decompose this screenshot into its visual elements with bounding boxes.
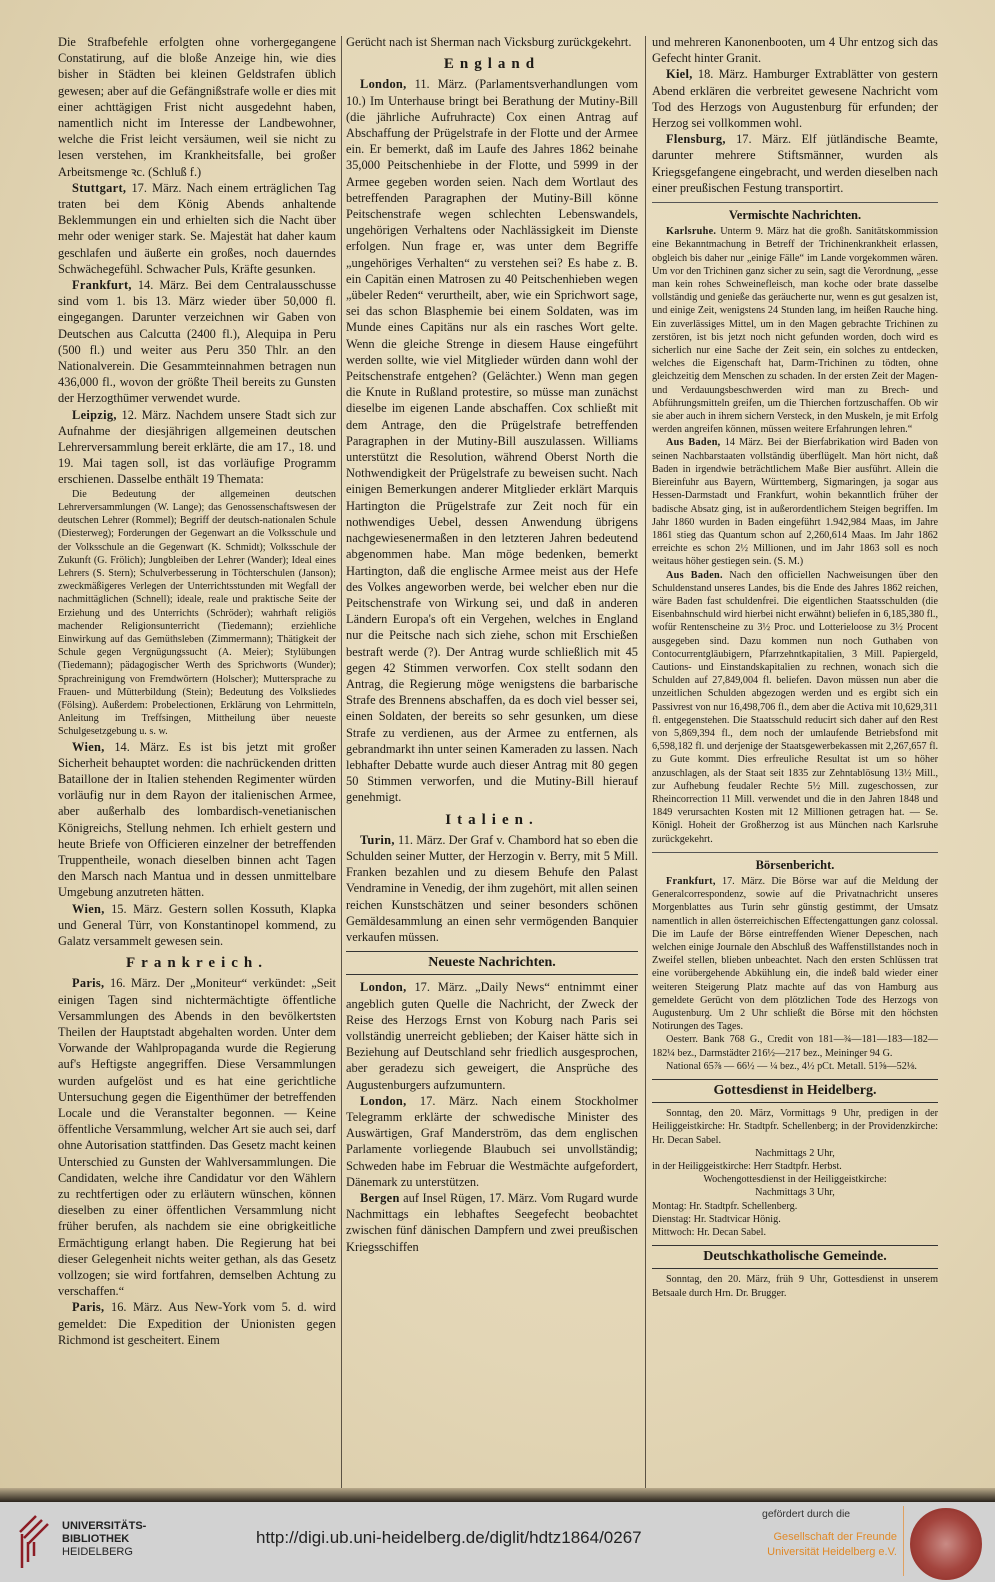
article-paragraph — [652, 1213, 938, 1226]
article-paragraph — [652, 1060, 938, 1073]
paragraph-text: 17. März. „Daily News“ entnimmt einer angeblich guten Quelle die Nachricht, der Zweck der Reise des Herzogs Ernst von Koburg nach Paris sei vollständig unerreicht geblieben; der Kaiser hätte sich in Beziehung auf Deutschland sehr friedlich ausgesprochen, aber geradezu sich geweigert, die Ansprüche des Augustenburgers aufzumuntern. — [346, 980, 638, 1092]
article-paragraph — [652, 34, 938, 66]
article-paragraph — [652, 1160, 938, 1173]
paragraph-text: und mehreren Kanonenbooten, um 4 Uhr entzog sich das Gefecht hinter Granit. — [652, 35, 938, 66]
paragraph-text: Gerücht nach ist Sherman nach Vicksburg zurückgekehrt. — [346, 35, 632, 49]
paragraph-text: Sonntag, den 20. März, früh 9 Uhr, Gottesdienst in unserem Betsaale durch Hrn. Dr. Brugger. — [652, 1274, 938, 1299]
dateline: Wien, — [72, 739, 105, 754]
paragraph-text: Die Strafbefehle erfolgten ohne vorhergegangene Constatirung, auf die bloße Anzeige hin, wie dies bisher in Städten bei kleinen Geldstrafen üblich gewesen; aber auf die Gefängnißstrafe wolle er dies mit einer achttägigen Frist nicht ausgedehnt haben, namentlich nicht im Interesse der Landbewohner, welche die Frist leicht versäumen, weil sie nicht zu lesen verstehen, im Krankheitsfalle, bei großer Arbeitsmenge ꝛc. (Schluß f.) — [58, 35, 336, 179]
section-heading: England — [443, 56, 541, 73]
paragraph-text: Oesterr. Bank 768 G., Credit von 181—¾—181—183—182—182¼ bez., Darmstädter 216½—217 bez., Meininger 94 G. — [652, 1034, 938, 1059]
paragraph-text: 18. März. Hamburger Extrablätter von gestern Abend erklären die verbreitet gewesene Nachricht vom Tod des Herzogs von Augustenburg für erfunden; der Herzog sei vollkommen wohl. — [652, 67, 938, 131]
article-paragraph — [652, 1226, 938, 1239]
paragraph-text: Montag: Hr. Stadtpfr. Schellenberg. — [652, 1200, 798, 1212]
section-heading: Vermischte Nachrichten. — [652, 202, 938, 223]
dateline: Flensburg, — [666, 132, 726, 147]
society-name-line: Universität Heidelberg e.V. — [767, 1546, 897, 1558]
dateline: London, — [360, 980, 407, 995]
article-paragraph — [346, 1093, 638, 1190]
paragraph-text: 14. März. Bei dem Centralausschusse sind vom 1. bis 13. März wieder über 50,000 fl. eingegangen. Darunter verzeichnen wir Gaben von Deutschen aus Calcutta (2400 fl.), Alequipa in Peru (500 fl.) und weiter aus Peru 350 Thlr. an den Nationalverein. Die Gesammteinnahmen betragen nun 436,000 fl., wovon der größte Theil bereits zu Gunsten der Herzogthümer verwendet wurde. — [58, 278, 336, 406]
dateline: Stuttgart, — [72, 180, 127, 195]
paragraph-text: 14 März. Bei der Bierfabrikation wird Baden von seinen Nachbarstaaten vollständig überflügelt. Man hört nicht, daß Baden in irgendwie beträchtlichem Maße Bier ausführt. Allein die Biereinfuhr aus Bayern, Württemberg, Sigmaringen, ja sogar aus Hessen-Darmstadt und Frankfurt, wohin bekanntlich früher der badische Absatz ging, ist in außerordentlichem Steigen begriffen. Im Jahr 1860 wurden in Baden eingeführt 1.942,984 Maas, im Jahre 1861 stieg das Quantum schon auf 2,260,614 Maas. Im Jahr 1862 erreichte es schon 2½ Millionen, und im Jahr 1863 soll es noch weitaus höher gestiegen sein. (S. M.) — [652, 437, 938, 568]
paragraph-text: 14. März. Es ist bis jetzt mit großer Sicherheit behauptet worden: die nachrückenden dritten Bataillone der in Italien stehenden Regimenter würden vorläufig nur in dem Rayon der italienischen Armee, aber außerhalb des lombardisch-venetianischen Königreichs, Stellung nehmen. Ich erhielt gestern und heute Briefe von Officieren einzelner der betreffenden Truppentheile, wonach dieselben binnen acht Tagen den Marsch nach Mantua und in dessen unmittelbare Umgebung anzutreten hätten. — [58, 739, 336, 900]
article-paragraph — [652, 875, 938, 1033]
article-paragraph — [652, 1273, 938, 1299]
article-paragraph — [58, 180, 336, 277]
article-paragraph — [652, 131, 938, 196]
article-paragraph — [652, 66, 938, 131]
column-divider — [341, 36, 342, 1488]
paragraph-text: 11. März. Der Graf v. Chambord hat so eben die Schulden seiner Mutter, der Herzogin v. Berry, mit 5 Mill. Franken bezahlen und zu diesem Behufe den Palast Vendramine in Venedig, der ihm zugehört, mit allen seinen reichen Kunstschätzen und seiner besonders schönen Gemäldesammlung an einen sehr vermögenden Banquier verkaufen müssen. — [346, 832, 638, 944]
article-paragraph — [58, 277, 336, 407]
paragraph-text: Unterm 9. März hat die großh. Sanitätskommission eine Bekanntmachung in Betreff der Trichinenkrankheit erlassen, obgleich bis daher nur „einige Fälle“ im Lande vorgekommen wären. Um vor den Trichinen ganz sicher zu sein, sagt die Verordnung, „esse man kein rohes Schweinefleisch, man koche oder brate dasselbe vollständig und genieße das geräucherte nur, wenn es gut gesalzen ist, und einige Zeit, wenigstens 24 Stunden lang, im heißen Rauche hing. Ein zuverlässiges Mittel, um in den Magen gebrachte Trichinen zu zerstören, ist bis jetzt noch nicht gefunden worden, doch wird es sicherlich nur eine Sache der Zeit sein, ein solches zu entdecken, welches die Eigenschaft hat, Darm-Trichinen zu tödten, ohne gleichzeitig dem Menschen zu schaden. In der ersten Zeit der Magen- und Verdauungsbeschwerden wird man zu Brech- und Abführungsmitteln greifen, um die Thierchen fortzuschaffen. Ob wir sie aber auch in ihrem sichern Versteck, in den Muskeln, je mit Erfolg werden angreifen können, müssen weitere Erfahrungen lehren.“ — [652, 226, 938, 436]
dateline: Bergen — [360, 1191, 400, 1206]
article-paragraph — [652, 569, 938, 846]
section-heading: Deutschkatholische Gemeinde. — [652, 1245, 938, 1269]
library-name-line: BIBLIOTHEK — [62, 1533, 130, 1545]
funded-by-label: gefördert durch die — [762, 1508, 851, 1520]
dateline: Frankfurt, — [666, 875, 716, 887]
article-paragraph — [346, 34, 638, 50]
column-2 — [346, 34, 638, 1486]
article-paragraph — [346, 76, 638, 805]
dateline: London, — [360, 1093, 407, 1108]
paragraph-text: Nachmittags 2 Uhr, — [755, 1147, 835, 1159]
paragraph-text: Wochengottesdienst in der Heiliggeistkirche: — [703, 1174, 887, 1186]
column-divider — [645, 36, 646, 1488]
paragraph-text: auf Insel Rügen, 17. März. Vom Rugard wurde Nachmittags ein lebhaftes Seegefecht beobachtet zwischen fünf dänischen Dampfern und zwei preußischen Kriegsschiffen — [346, 1191, 638, 1254]
article-paragraph — [652, 1033, 938, 1059]
library-name-line: UNIVERSITÄTS- — [62, 1520, 147, 1532]
dateline: Wien, — [72, 901, 105, 916]
paragraph-text: 17. März. Die Börse war auf die Meldung der Generalcorrespondenz, sowie auf die Privatnachricht unseres Morgenblattes aus Turin sehr günstig gestimmt, der Umsatz namentlich in allen österreichischen Effectengattungen ganz colossal. Die im Laufe der Börse eintreffenden Wiener Depeschen, nach welchen einige Journale den Abschluß des Waffenstillstandes noch in Zweifel stellen, blieben unbeachtet. Nach den ersten Schlüssen trat eine vorübergehende Abkühlung ein, die indeß bald wieder einer weiteren Steigerung Platz machte auf das von Hamburg aus gemeldete Gerücht von dem plötzlichen Tode des Herzogs von Augustenburg. Um 2 Uhr schließt die Börse mit den höchsten Notirungen des Tages. — [652, 875, 938, 1033]
footer-divider — [903, 1506, 904, 1576]
section-heading: Neueste Nachrichten. — [346, 951, 638, 975]
paragraph-text: 17. März. Nach einem erträglichen Tag traten bei dem König Abends anhaltende Beklemmungen ein und erhielten sich die Nacht über mehr oder weniger stark. Se. Majestät hat daher kaum geschlafen und äußerte ein großes, noch dauerndes Schwächegefühl. Schwacher Puls, Kräfte gesunken. — [58, 180, 336, 276]
page-edge-shadow — [0, 1488, 995, 1502]
article-paragraph — [652, 225, 938, 436]
footer-bar — [0, 1502, 995, 1582]
university-library-logo-icon — [14, 1512, 54, 1572]
article-paragraph — [58, 488, 336, 739]
dateline: Turin, — [360, 832, 395, 847]
article-paragraph — [652, 1186, 938, 1199]
article-paragraph — [652, 1173, 938, 1186]
paragraph-text: 16. März. Der „Moniteur“ verkündet: „Seit einigen Tagen sind nichtermächtigte öffentliche Versammlungen des Abends in den bevölkertsten Theilen der Hauptstadt abgehalten worden. Unter dem Vorwande der Wahlpropaganda wurde die Regierung auf's Heftigste angegriffen. Diese Versammlungen wurden aufgelöst und es hat eine gerichtliche Untersuchung gegen die Eigenthümer der betreffenden Locale und die Veranstalter begonnen. — Keine öffentliche Versammlung, welcher Art sie auch sei, darf ohne Autorisation stattfinden. Das Gesetz macht keinen Unterschied zu Gunsten der Wahlversammlungen. Die Candidaten, welche ihre Candidatur vor den Wählern zu rechtfertigen oder zu erläutern wünschen, können dieselben zu einer öffentlichen Versammlung nicht früher berufen, als nachdem sie eine obrigkeitliche Ermächtigung erlangt haben. Die Regierung hat bei dieser Gelegenheit nichts weiter gethan, als das Gesetz vollzogen; sie wird fortfahren, demselben Achtung zu verschaffen.“ — [58, 976, 336, 1299]
paragraph-text: 17. März. Nach einem Stockholmer Telegramm erklärte der schwedische Minister des Auswärtigen, Graf Manderström, das dem englischen Parlamente vorliegende Blaubuch sei unvollständig; Schweden habe im Februar die Westmächte aufgefordert, Dänemark zu unterstützen. — [346, 1093, 638, 1189]
permalink-url[interactable]: http://digi.ub.uni-heidelberg.de/diglit/hdtz1864/0267 — [256, 1528, 642, 1547]
section-heading: Börsenbericht. — [652, 852, 938, 873]
dateline: Frankfurt, — [72, 278, 132, 293]
article-paragraph — [652, 1200, 938, 1213]
paragraph-text: 11. März. (Parlamentsverhandlungen vom 10.) Im Unterhause bringt bei Berathung der Mutiny-Bill (die jährliche Aufruhracte) Cox einen Antrag auf Abschaffung der Prügelstrafe in der Flotte und der Armee ein. Er bemerkt, daß im Laufe des Jahres 1862 beinahe 35,000 Peitschenhiebe in der Flotte, und 5999 in der Armee gegeben worden seien. Nach dem Wortlaut des betreffenden Paragraphen der Mutiny-Bill könne Peitschenstrafe wegen schlechten Lebenswandels, ungehörigen Verhaltens oder Nachlässigkeit im Dienste erfolgen. Nun frage er, was unter dem Begriffe „ungehöriges Verhalten“ zu verstehen sei? Es habe z. B. ein Capitän einen Matrosen zu 40 Peitschenhieben wegen „übeler Reden“ verurtheilt, aber, wie ein Sprichwort sage, sei das schon Blasphemie bei einem Soldaten, was im Munde eines Capitäns nur als ein rasches Wort gelte. Wenn die gleiche Strenge in diesem Hause eingeführt werden sollte, wie viel Mitglieder würden dann wohl der Peitschenstrafe entgehen? (Gelächter.) Wenn man gegen die Knute in Rußland protestire, so müsse man zunächst dieselbe im eigenen Lande abschaffen. Cox schließt mit dem Antrage, den die Prügelstrafe betreffenden Paragraphen in der Mutiny-Bill auszulassen. Williams unterstützt die Resolution, während Oberst North die Nothwendigkeit der Prügelstrafe zu beweisen sucht. Nach einigen Bemerkungen anderer Mitglieder erklärt Marquis Hartington die Prügelstrafe zur Zeit noch für ein nothwendiges Uebel, dessen Anwendung übrigens nachgewiesenermaßen in den letzteren Jahren bedeutend abgenommen habe. Man möge bedenken, bemerkt Hartington, daß die englische Armee meist aus der Hefe des Volkes angeworben werde, bei welcher eben nur die Peitschenstrafe von Wirkung sei, und daß in anderen Ländern Europa's oft ein Vergehen, welches in England nur die Peitsche nach sich ziehe, schon mit Erschießen bestraft werde (?). Der Antrag wurde schließlich mit 45 gegen 42 Stimmen verworfen. Cox stellt sodann den Antrag, die Regierung möge wenigstens die barbarische Strafe des Brennens abschaffen, da es doch viel besser sei, einen Soldaten, der bereits so sehr gesunken, um diese Strafe zu verdienen, aus der Armee zu entfernen, als gebrandmarkt ihn unter seinen Kameraden zu lassen. Nach lebhafter Debatte wurde auch dieser Antrag mit 80 gegen 50 Stimmen verworfen, und die Mutiny-Bill hierauf genehmigt. — [346, 77, 638, 805]
article-paragraph — [58, 901, 336, 950]
article-paragraph — [58, 407, 336, 488]
society-name-line: Gesellschaft der Freunde — [773, 1531, 897, 1543]
article-paragraph — [652, 1107, 938, 1147]
section-heading: Frankreich. — [126, 955, 268, 972]
dateline: Leipzig, — [72, 407, 117, 422]
dateline: Kiel, — [666, 67, 693, 82]
dateline: Karlsruhe. — [666, 226, 717, 238]
paragraph-text: Dienstag: Hr. Stadtvicar Hönig. — [652, 1213, 781, 1225]
paragraph-text: 17. März. Elf jütländische Beamte, darunter mehrere Stiftsmänner, wurden als Kriegsgefangene eingebracht, und werden dieselben nach einer preußischen Festung transportirt. — [652, 132, 938, 195]
article-paragraph — [652, 1147, 938, 1160]
university-seal-icon — [910, 1508, 982, 1580]
paragraph-text: Nachmittags 3 Uhr, — [755, 1187, 835, 1199]
section-heading: Gottesdienst in Heidelberg. — [652, 1079, 938, 1103]
paragraph-text: Mittwoch: Hr. Decan Sabel. — [652, 1227, 767, 1239]
paragraph-text: 16. März. Aus New-York vom 5. d. wird gemeldet: Die Expedition der Unionisten gegen Richmond ist gescheitert. Einem — [58, 1300, 336, 1347]
paragraph-text: National 65⅞ — 66½ — ¼ bez., 4½ pCt. Metall. 51⅝—52⅛. — [666, 1060, 917, 1072]
dateline: London, — [360, 77, 407, 92]
dateline: Aus Baden. — [666, 569, 723, 581]
paragraph-text: 15. März. Gestern sollen Kossuth, Klapka und General Türr, von Konstantinopel kommend, zu Galatz versammelt gewesen sein. — [58, 901, 336, 948]
article-paragraph — [346, 1190, 638, 1255]
paragraph-text: 12. März. Nachdem unsere Stadt sich zur Aufnahme der diesjährigen allgemeinen deutschen Lehrerversammlung bereit erklärte, die am 17., 18. und 19. Mai tagen soll, ist das vorläufige Programm erschienen. Dasselbe enthält 19 Themata: — [58, 407, 336, 487]
article-paragraph — [346, 832, 638, 945]
paragraph-text: Sonntag, den 20. März, Vormittags 9 Uhr, predigen in der Heiliggeistkirche: Hr. Stadtpfr. Schellenberg; in der Providenzkirche: Hr. Decan Sabel. — [652, 1108, 938, 1146]
library-name — [62, 1520, 146, 1559]
paragraph-text: Nach den officiellen Nachweisungen über den Schuldenstand unseres Landes, bis die Ende des Jahres 1862 reichen, wäre Baden fast schuldenfrei. Die eigentlichen Staatsschulden (die Eisenbahnschuld wird hierbei nicht erwähnt) beliefen in 6,185,380 fl., wofür Rentenscheine zu 3½ Proc. und Lotterieloose zu 3½ Procent ausgegeben sind. Dazu kommen nun noch Guthaben von Contocurrentgläubigern, Pfarrzehntkapitalien, 3 Mill. Papiergeld, Cautions- und Einstandskapitalien zu rechnen, wonach sich die Schulden auf 27,849,004 fl. beliefen. Davon müssen nun aber die unzeitlichen Schulden abgezogen werden und es ergibt sich ein Passivrest von nur 16,498,706 fl., dem aber die Activa mit 10,629,311 fl. entgegenstehen. Die Staatsschuld reducirt sich daher auf den Rest von 5,869,394 fl., dem noch der umlaufende Betriebsfond mit 6,598,182 fl. und derjenige der Staatsgewerbekassen mit 2,267,657 fl. zu Gute kommt. Dies erfreuliche Resultat ist um so höher anzuschlagen, als der Staat seit 1835 zur Zehntablösung 13½ Mill., zur Aufhebung feudaler Rechte 5½ Mill. zugeschossen, zur Rheincorrection 11 Mill. verwendet und die in den Jahren 1848 und 1849 verursachten Kosten mit 12 Millionen getragen hat. — Se. Königl. Hoheit der Großherzog ist aus München nach Karlsruhe zurückgekehrt. — [652, 569, 938, 845]
section-heading: Italien. — [445, 811, 539, 828]
article-paragraph — [346, 979, 638, 1092]
article-paragraph — [652, 436, 938, 568]
column-1 — [58, 34, 336, 1486]
society-name[interactable] — [762, 1530, 897, 1560]
dateline: Paris, — [72, 976, 105, 991]
article-paragraph — [58, 34, 336, 180]
paragraph-text: Die Bedeutung der allgemeinen deutschen Lehrerversammlungen (W. Lange); das Genossenschaftswesen der deutschen Lehrer (Rommel); Begriff der deutsch-nationalen Schule (Diesterweg); Forderungen der Gegenwart an die Volksschule und der Volksschule an die Gegenwart (K. Schmidt); Volksschule der Zukunft (G. Frölich); Jungbleiben der Lehrer (Wander); Ideal eines Lehrers (S. Stern); Schulverbesserung in Töchterschulen (Janson); zweckmäßigeres Verlegen der Unterrichtsstunden mit Wegfall der nachmittäglichen (Schnell); ideale, reale und praktische Seite der Erziehung und des Unterrichts (Schröder); wahrhaft religiös machender Religionsunterricht (Tiedemann); erziehliche Einwirkung auf das Gemüthsleben (Zimmermann); Thätigkeit der Schule gegen Vergnügungssucht (A. Meier); Stylübungen (Tiedemann); pädagogischer Werth des Sprichworts (Wunder); Sprachreinigung von Fremdwörtern (Holscher); Muttersprache zu Frauen- und Mütterbildung (Stein); Bedeutung des Volksliedes (Fölsing). Außerdem: Probelectionen, Erklärung von Lehrmitteln, Anleitung im Treffsingen, Mittheilung über neueste Schulgesetzgebung u. s. w. — [58, 488, 336, 738]
article-paragraph — [58, 1299, 336, 1348]
article-paragraph — [58, 975, 336, 1299]
column-3 — [652, 34, 938, 1486]
paragraph-text: in der Heiliggeistkirche: Herr Stadtpfr. Herbst. — [652, 1161, 842, 1173]
dateline: Paris, — [72, 1300, 105, 1315]
library-name-line: HEIDELBERG — [62, 1546, 133, 1558]
article-paragraph — [58, 739, 336, 901]
dateline: Aus Baden, — [666, 437, 721, 449]
